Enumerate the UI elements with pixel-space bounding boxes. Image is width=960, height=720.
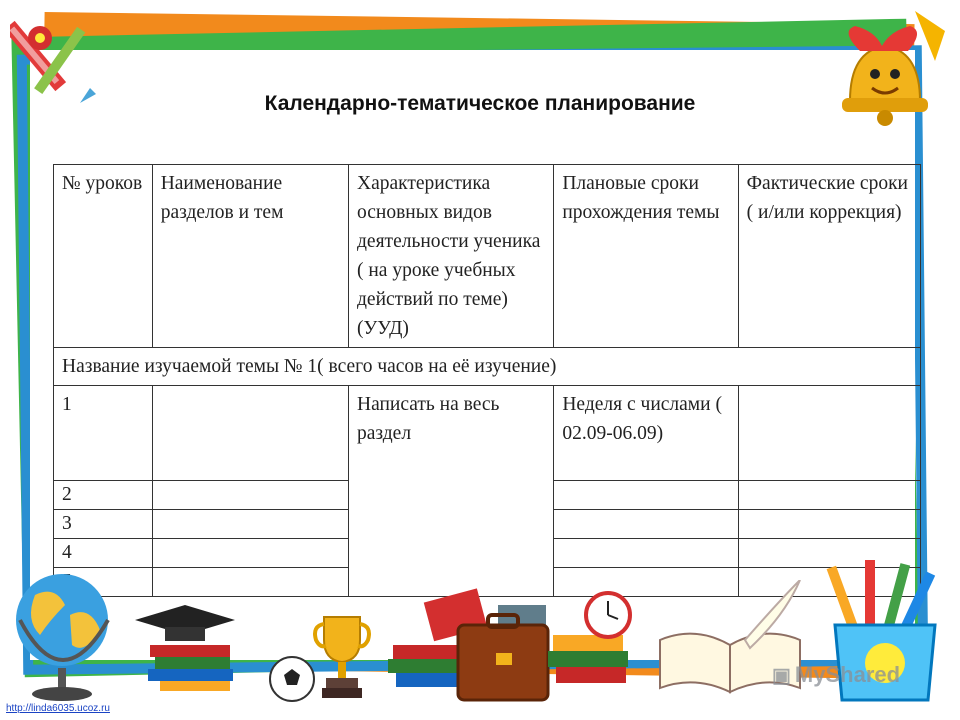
section-cell <box>152 568 348 597</box>
section-cell <box>152 481 348 510</box>
header-lesson-number: № уроков <box>54 165 153 348</box>
watermark-logo-icon: ▣ <box>772 665 791 687</box>
header-activity-characteristics: Характеристика основных видов деятельности ученика ( на уроке учебных действий по теме) (УУД) <box>349 165 554 348</box>
lesson-number-cell: 4 <box>54 539 153 568</box>
lesson-number-cell: 2 <box>54 481 153 510</box>
school-supplies-icon <box>388 585 688 705</box>
section-cell <box>152 386 348 481</box>
watermark-text: MyShared <box>794 662 901 687</box>
trophy-icon <box>312 612 372 702</box>
planned-dates-cell <box>554 539 738 568</box>
myshared-watermark <box>772 662 900 688</box>
globe-icon <box>10 560 120 705</box>
actual-dates-cell <box>738 510 920 539</box>
soccer-ball-icon <box>268 655 316 703</box>
actual-dates-cell <box>738 386 920 481</box>
header-actual-dates: Фактические сроки ( и/или коррекция) <box>738 165 920 348</box>
planned-dates-cell: Неделя с числами ( 02.09-06.09) <box>554 386 738 481</box>
graduation-cap-icon <box>130 600 240 695</box>
page-title: Календарно-тематическое планирование <box>264 92 696 115</box>
table-row <box>54 386 921 481</box>
topic-title-cell: Название изучаемой темы № 1( всего часов на её изучение) <box>54 348 921 386</box>
activity-note-cell: Написать на весь раздел <box>349 386 554 597</box>
planned-dates-cell <box>554 481 738 510</box>
planned-dates-cell <box>554 510 738 539</box>
table-header-row <box>54 165 921 348</box>
section-cell <box>152 539 348 568</box>
header-section-name: Наименование разделов и тем <box>152 165 348 348</box>
lesson-number-cell: 1 <box>54 386 153 481</box>
section-cell <box>152 510 348 539</box>
header-planned-dates: Плановые сроки прохождения темы <box>554 165 738 348</box>
lesson-number-cell: 3 <box>54 510 153 539</box>
topic-row <box>54 348 921 386</box>
actual-dates-cell <box>738 481 920 510</box>
planning-table <box>53 164 921 597</box>
source-link[interactable]: http://linda6035.ucoz.ru <box>6 703 110 714</box>
bell-icon <box>820 6 950 136</box>
